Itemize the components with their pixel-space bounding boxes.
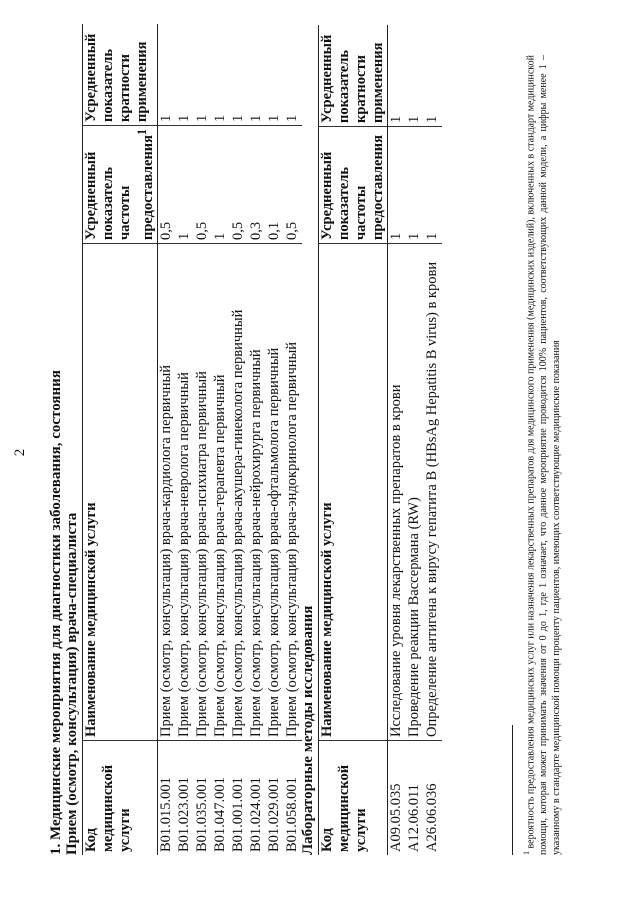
- cell-multiplicity: 1: [175, 114, 192, 122]
- section-title: 1. Медицинские мероприятия для диагностики заболевания, состояния: [48, 370, 64, 855]
- footnote-mark: 1: [135, 128, 149, 135]
- cell-multiplicity: 1: [229, 114, 246, 122]
- footnote-text: вероятность предоставления медицинских услуг или назначения лекарственных препаратов для медицинского применения (медицинских изделий), включенных в стандарт медицинской помощи, которая может принимать значения от 0 до 1, где 1 означает, что данное мероприятие проводится 100% пациентов, соответствующих данной модели, а цифры менее 1 – указанному в стандарте медицинской помощи проценту пациентов, имеющих соответствующие медицинские показания: [525, 55, 563, 855]
- table-header-row: [83, 24, 158, 855]
- cell-multiplicity: 1: [247, 114, 264, 122]
- cell-frequency: 0,5: [157, 125, 176, 243]
- cell-frequency: 0,5: [284, 125, 302, 243]
- cell-frequency: 1: [406, 127, 424, 244]
- table-row: [406, 25, 424, 855]
- cell-name: Прием (осмотр, консультация) врача-невролога первичный: [176, 244, 194, 741]
- cell-code: A26.06.036: [424, 741, 442, 856]
- cell-frequency: 0,5: [230, 125, 248, 243]
- cell-frequency: 1: [176, 125, 194, 243]
- cell-code: A12.06.011: [406, 741, 424, 856]
- table-row: [248, 24, 266, 855]
- page-number: 2: [12, 448, 28, 457]
- cell-code: B01.024.001: [248, 741, 266, 856]
- footnote: [520, 55, 563, 855]
- cell-code: A09.05.035: [388, 741, 407, 856]
- cell-name: Проведение реакции Вассермана (RW): [406, 244, 424, 741]
- footnote-divider: [512, 725, 513, 855]
- cell-name: Прием (осмотр, консультация) врача-эндокринолога первичный: [284, 244, 302, 741]
- cell-name: Прием (осмотр, консультация) врача-терапевта первичный: [212, 244, 230, 741]
- lab-table: [318, 25, 442, 855]
- cell-frequency: 0,5: [194, 125, 212, 243]
- cell-name: Прием (осмотр, консультация) врача-нейрохирурга первичный: [248, 244, 266, 741]
- cell-multiplicity: 1: [157, 114, 174, 122]
- header-name: Наименование медицинской услуги: [319, 244, 388, 741]
- cell-multiplicity: 1: [211, 114, 228, 122]
- cell-code: B01.029.001: [266, 741, 284, 856]
- cell-name: Прием (осмотр, консультация) врача-психиатра первичный: [194, 244, 212, 741]
- cell-frequency: 1: [424, 127, 442, 244]
- cell-name: Исследование уровня лекарственных препаратов в крови: [388, 244, 407, 741]
- subsection-consultation-title: Прием (осмотр, консультация) врача-специалиста: [64, 512, 80, 855]
- cell-frequency: 1: [212, 125, 230, 243]
- subsection-lab-title: Лабораторные методы исследования: [300, 605, 316, 855]
- cell-code: B01.001.001: [230, 741, 248, 856]
- cell-frequency: 1: [388, 127, 407, 244]
- table-row: [424, 25, 442, 855]
- cell-multiplicity: 1: [388, 115, 404, 123]
- cell-code: B01.015.001: [157, 741, 176, 856]
- cell-name: Прием (осмотр, консультация) врача-акушера-гинеколога первичный: [230, 244, 248, 741]
- cell-name: Определение антигена к вирусу гепатита B (HBsAg Hepatitis B virus) в крови: [424, 244, 442, 741]
- cell-code: B01.047.001: [212, 741, 230, 856]
- table-row: [388, 25, 407, 855]
- cell-name: Прием (осмотр, консультация) врача-кардиолога первичный: [157, 244, 176, 741]
- consultation-table: [82, 24, 302, 855]
- cell-code: B01.035.001: [194, 741, 212, 856]
- header-code: Код медицинской услуги: [83, 741, 158, 856]
- cell-multiplicity: 1: [424, 115, 440, 123]
- header-frequency-text: Усредненный показатель частоты предоставления: [83, 135, 156, 240]
- cell-multiplicity: 1: [193, 114, 210, 122]
- table-row: [176, 24, 194, 855]
- table-row: [194, 24, 212, 855]
- table-header-row: [319, 25, 388, 855]
- header-frequency: [83, 125, 158, 243]
- header-code: Код медицинской услуги: [319, 741, 388, 856]
- header-multiplicity: Усредненный показатель кратности применения: [83, 24, 158, 126]
- cell-code: B01.058.001: [284, 741, 302, 856]
- table-row: [230, 24, 248, 855]
- cell-multiplicity: 1: [265, 114, 282, 122]
- cell-name: Прием (осмотр, консультация) врача-офтальмолога первичный: [266, 244, 284, 741]
- table-row: [212, 24, 230, 855]
- table-row: [157, 24, 176, 855]
- header-name: Наименование медицинской услуги: [83, 244, 158, 741]
- cell-frequency: 0,1: [266, 125, 284, 243]
- table-row: [266, 24, 284, 855]
- header-multiplicity: Усредненный показатель кратности применения: [319, 25, 388, 127]
- cell-multiplicity: 1: [283, 114, 300, 122]
- cell-code: B01.023.001: [176, 741, 194, 856]
- header-frequency: Усредненный показатель частоты предоставления: [319, 127, 388, 244]
- cell-multiplicity: 1: [406, 115, 422, 123]
- cell-frequency: 0,3: [248, 125, 266, 243]
- footnote-number: 1: [522, 851, 531, 855]
